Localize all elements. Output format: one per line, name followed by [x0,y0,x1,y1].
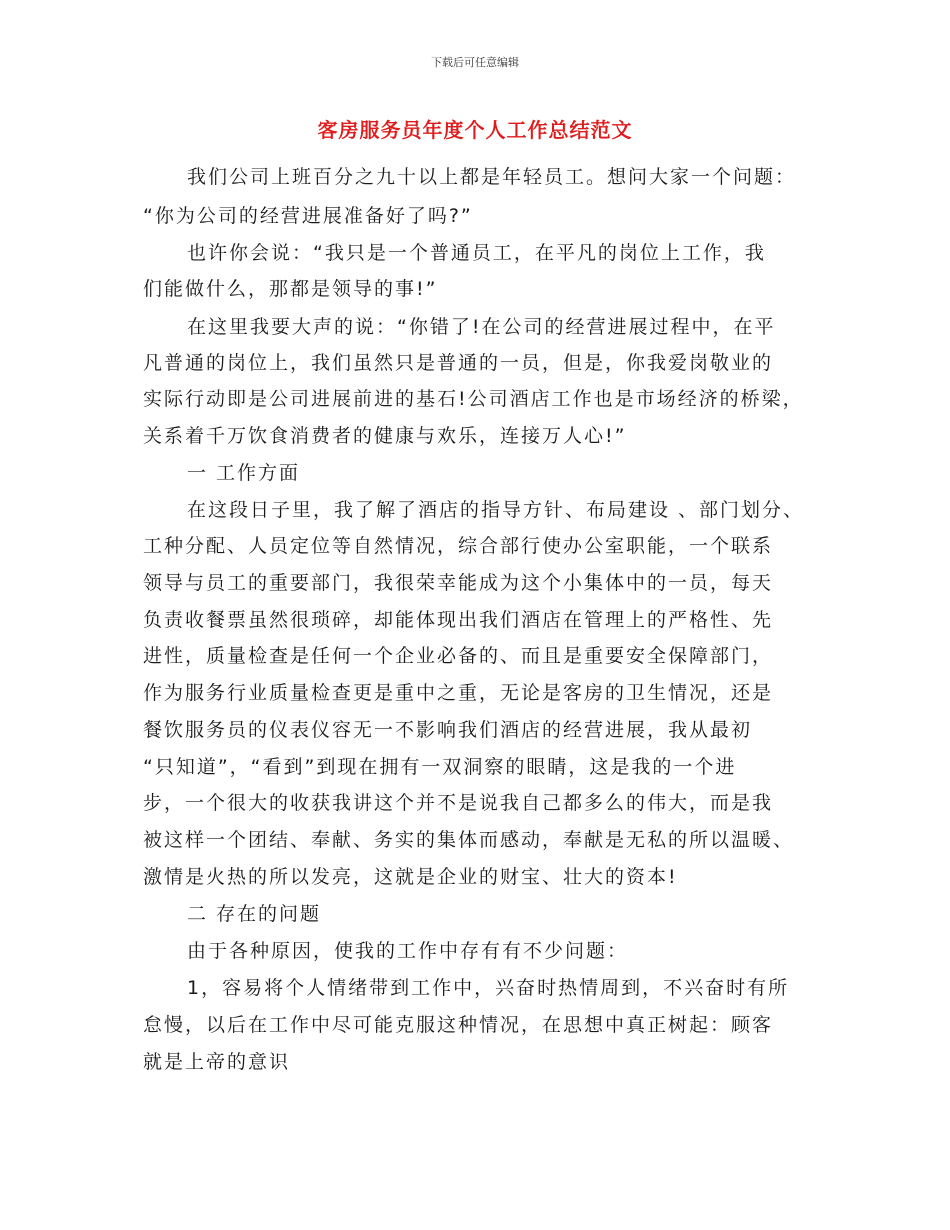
paragraph-line: 工种分配、人员定位等自然情况，综合部行使办公室职能，一个联系 [143,535,774,557]
paragraph-line: 怠慢，以后在工作中尽可能克服这种情况，在思想中真正树起：顾客 [143,1014,774,1036]
document-title: 客房服务员年度个人工作总结范文 [317,118,633,142]
paragraph-line: 我们公司上班百分之九十以上都是年轻员工。想问大家一个问题： [187,166,797,188]
paragraph-line: 就是上帝的意识 [143,1051,291,1073]
paragraph-line: 步，一个很大的收获我讲这个并不是说我自己都多么的伟大，而是我 [143,792,774,814]
paragraph-line: 领导与员工的重要部门，我很荣幸能成为这个小集体中的一员，每天 [143,572,774,594]
paragraph-line: 关系着千万饮食消费者的健康与欢乐，连接万人心!” [143,425,627,447]
paragraph-line: “你为公司的经营进展准备好了吗?” [143,205,473,227]
paragraph-line: 负责收餐票虽然很琐碎，却能体现出我们酒店在管理上的严格性、先 [143,609,774,631]
section-heading: 一 工作方面 [187,462,301,484]
paragraph-line: 作为服务行业质量检查更是重中之重，无论是客房的卫生情况，还是 [143,682,774,704]
paragraph-line: 凡普通的岗位上，我们虽然只是普通的一员，但是，你我爱岗敬业的 [143,352,774,374]
paragraph-line: 被这样一个团结、奉献、务实的集体而感动，奉献是无私的所以温暖、 [143,829,795,851]
header-note: 下载后可任意编辑 [431,56,519,69]
paragraph-line: 实际行动即是公司进展前进的基石!公司酒店工作也是市场经济的桥梁， [143,388,804,410]
paragraph-line: 进性，质量检查是任何一个企业必备的、而且是重要安全保障部门， [143,645,774,667]
paragraph-line: 激情是火热的所以发亮，这就是企业的财宝、壮大的资本! [143,866,678,888]
paragraph-line: 也许你会说：“我只是一个普通员工，在平凡的岗位上工作，我 [187,242,766,264]
paragraph-line: 在这段日子里，我了解了酒店的指导方针、布局建设 、部门划分、 [187,499,805,521]
paragraph-line: “只知道”，“看到”到现在拥有一双洞察的眼睛，这是我的一个进 [143,756,737,778]
paragraph-line: 由于各种原因，使我的工作中存有有不少问题： [187,940,629,962]
paragraph-line: 们能做什么，那都是领导的事!” [143,278,438,300]
paragraph-line: 1，容易将个人情绪带到工作中，兴奋时热情周到，不兴奋时有所 [187,977,790,999]
paragraph-line: 在这里我要大声的说：“你错了!在公司的经营进展过程中，在平 [187,316,776,338]
section-heading: 二 存在的问题 [187,903,322,925]
paragraph-line: 餐饮服务员的仪表仪容无一不影响我们酒店的经营进展，我从最初 [143,719,753,741]
